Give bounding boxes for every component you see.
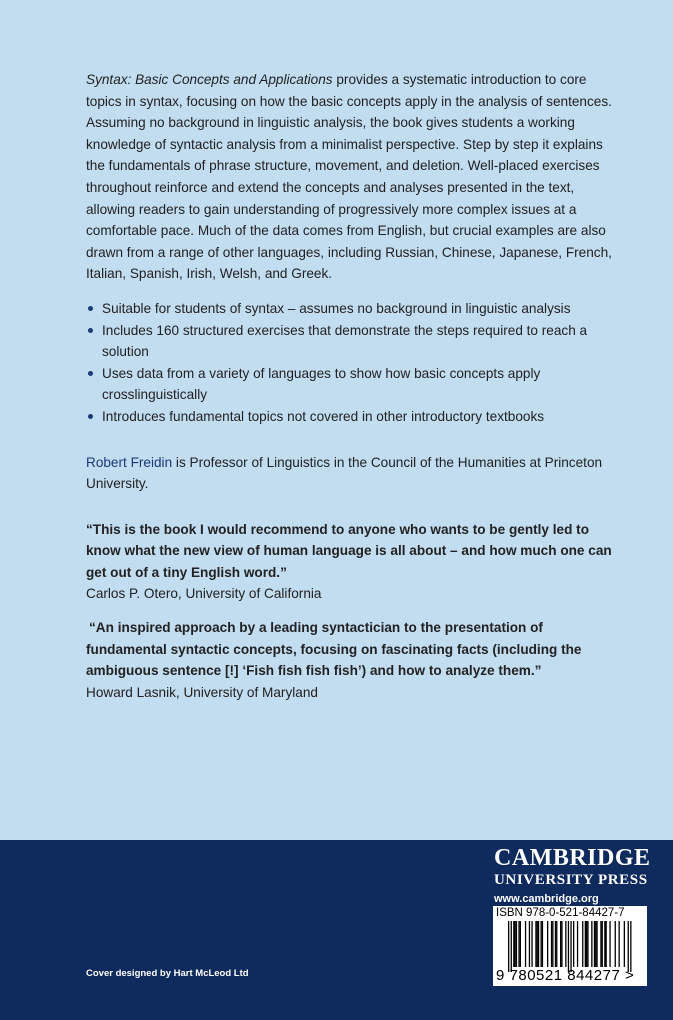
- barcode-digits: 9 780521 844277 >: [496, 967, 635, 984]
- barcode-bar: [615, 921, 616, 967]
- barcode-bar: [570, 921, 571, 972]
- barcode-bar: [560, 921, 561, 967]
- book-title: Syntax: Basic Concepts and Applications: [86, 72, 333, 87]
- review-quote: [86, 519, 618, 605]
- feature-text: Suitable for students of syntax – assumes no background in linguistic analysis: [102, 300, 571, 316]
- barcode-bar: [624, 921, 625, 967]
- barcode-bar: [547, 921, 548, 967]
- barcode-bar: [604, 921, 605, 967]
- feature-item: [86, 406, 618, 428]
- barcode-bar: [537, 921, 538, 967]
- barcode-bar: [516, 921, 517, 967]
- quote-text: “This is the book I would recommend to anyone who wants to be gently led to know what the new view of human language is all about – and how much one can get out of a tiny English word.”: [86, 521, 612, 580]
- barcode-bar: [628, 921, 629, 972]
- barcode-bar: [529, 921, 530, 967]
- barcode-bar: [595, 921, 596, 967]
- barcode-bar: [513, 921, 514, 967]
- barcode-bar: [542, 921, 543, 967]
- barcode-bar: [508, 921, 509, 972]
- bullet-icon: [88, 371, 93, 376]
- author-bio: [86, 452, 618, 495]
- review-quote: [86, 617, 618, 703]
- barcode-bar: [568, 921, 569, 972]
- feature-item: [86, 363, 618, 406]
- barcode-bar: [565, 921, 566, 967]
- barcode-bar: [535, 921, 536, 967]
- barcode-bar: [619, 921, 620, 967]
- description-body: provides a systematic introduction to core topics in syntax, focusing on how the basic concepts apply in the analysis of sentences. Assuming no background in linguistic analysis, the book gives students a working knowledge of syntactic analysis from a minimalist perspective. Step by step it explains the fundamentals of phrase structure, movement, and deletion. Well-placed exercises throughout reinforce and extend the concepts and analyses presented in the text, allowing readers to gain understanding of progressively more complex issues at a comfortable pace. Much of the data comes from English, but crucial examples are also drawn from a range of other languages, including Russian, Chinese, Japanese, French, Italian, Spanish, Irish, Welsh, and Greek.: [86, 72, 612, 282]
- barcode-bar: [541, 921, 542, 967]
- barcode-bar: [520, 921, 521, 967]
- bullet-icon: [88, 306, 93, 311]
- cover-credit: Cover designed by Hart McLeod Ltd: [86, 968, 249, 979]
- barcode-bar: [555, 921, 556, 967]
- author-bio-text: is Professor of Linguistics in the Council of the Humanities at Princeton University.: [86, 454, 603, 492]
- publisher-logo: [494, 846, 651, 906]
- barcode-panel: [493, 906, 647, 986]
- publisher-name: CAMBRIDGE: [494, 845, 651, 871]
- quote-source: Carlos P. Otero, University of California: [86, 586, 322, 602]
- barcode-bar: [602, 921, 603, 967]
- feature-item: [86, 298, 618, 320]
- barcode-bar: [556, 921, 557, 967]
- barcode-bar: [582, 921, 583, 967]
- barcode-bar: [577, 921, 578, 967]
- quote-source: Howard Lasnik, University of Maryland: [86, 684, 318, 700]
- barcode-bar: [511, 921, 512, 972]
- barcode-bar: [591, 921, 592, 967]
- author-name: Robert Freidin: [86, 454, 173, 470]
- isbn-label: ISBN 978-0-521-84427-7: [496, 907, 625, 919]
- book-description: [86, 69, 618, 285]
- feature-text: Uses data from a variety of languages to show how basic concepts apply crosslinguistically: [102, 365, 541, 403]
- barcode-bar: [515, 921, 516, 967]
- feature-item: [86, 320, 618, 363]
- barcode-bar: [518, 921, 519, 967]
- barcode-bar: [551, 921, 552, 967]
- barcode-bar: [538, 921, 539, 967]
- barcode-bar: [561, 921, 562, 967]
- publisher-subname: UNIVERSITY PRESS: [494, 872, 648, 888]
- barcode-bar: [531, 921, 532, 967]
- barcode-bar: [573, 921, 574, 967]
- footer-band: [0, 840, 673, 1020]
- barcode-bar: [596, 921, 597, 967]
- barcode-bar: [600, 921, 601, 967]
- feature-list: [86, 298, 618, 428]
- main-content: [86, 69, 618, 703]
- publisher-website[interactable]: www.cambridge.org: [494, 893, 599, 905]
- barcode-bar: [525, 921, 526, 967]
- barcode-bar: [587, 921, 588, 967]
- barcode-bar: [586, 921, 587, 967]
- bullet-icon: [88, 328, 93, 333]
- bullet-icon: [88, 414, 93, 419]
- barcode-bar: [594, 921, 595, 967]
- quote-text: “An inspired approach by a leading syntactician to the presentation of fundamental syntactic concepts, focusing on fascinating facts (including the ambiguous sentence [!] ‘Fish fish fish fish’) and how to analyze them.”: [86, 620, 582, 679]
- feature-text: Introduces fundamental topics not covered in other introductory textbooks: [102, 408, 545, 424]
- barcode-bar: [630, 921, 631, 972]
- barcode-bar: [585, 921, 586, 967]
- feature-text: Includes 160 structured exercises that demonstrate the steps required to reach a solution: [102, 322, 588, 360]
- barcode-bar: [552, 921, 553, 967]
- barcode-bar: [606, 921, 607, 967]
- barcode-bar: [609, 921, 610, 967]
